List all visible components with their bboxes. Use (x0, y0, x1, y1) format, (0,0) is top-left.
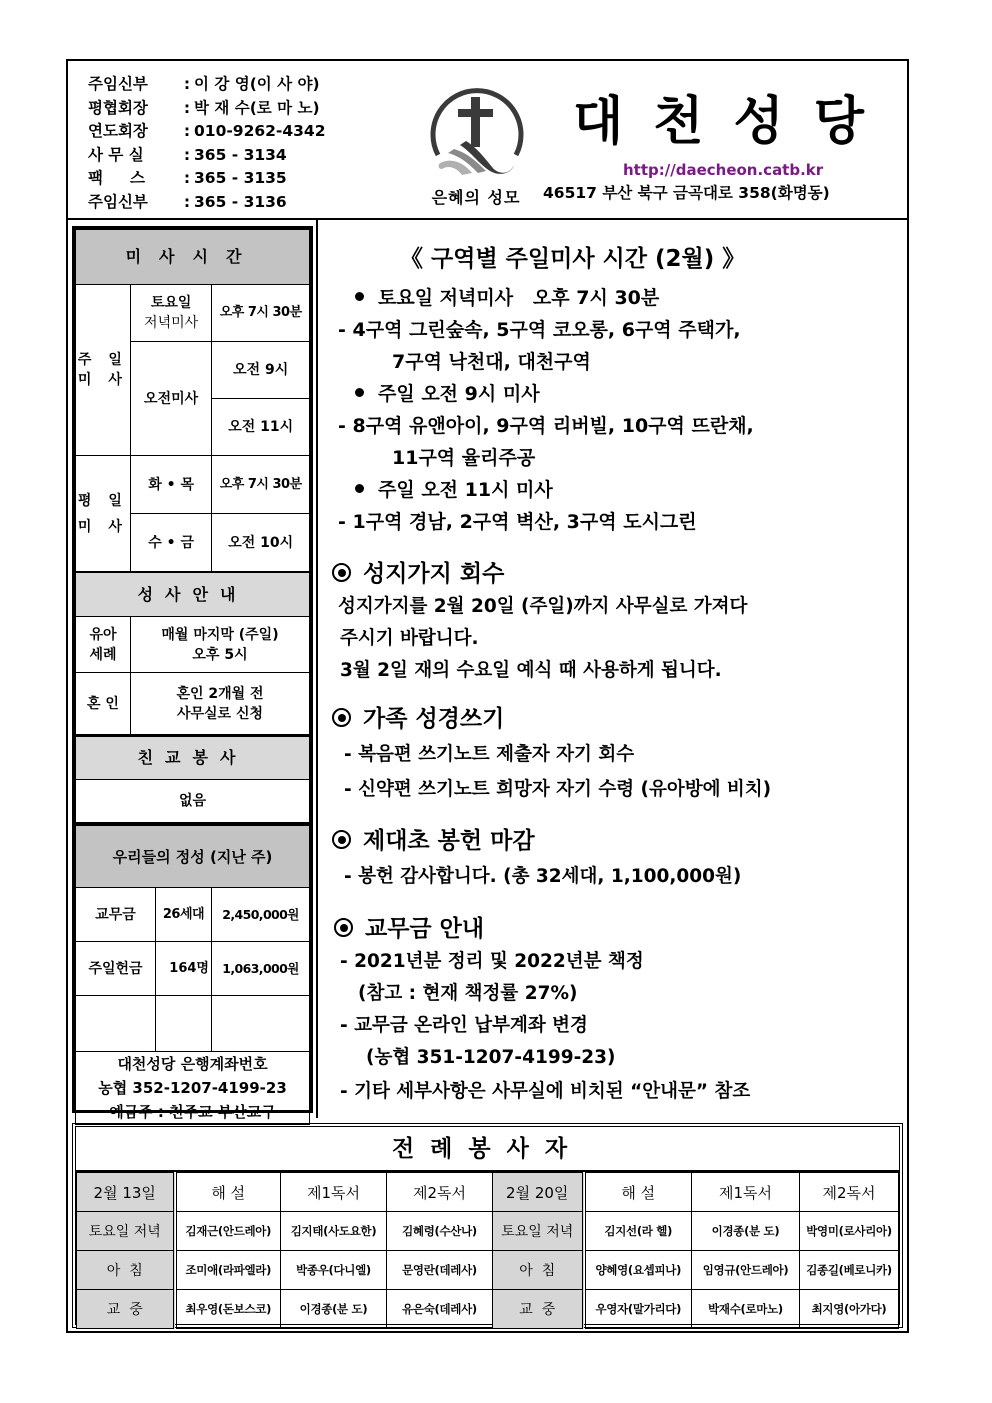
section-title (332, 822, 535, 855)
liturgy-servers-box (72, 1123, 903, 1328)
offering-count: 26세대 (156, 888, 212, 942)
section-line: - 기타 세부사항은 사무실에 비치된 “안내문” 참조 (340, 1081, 751, 1102)
bullet-icon (355, 388, 364, 397)
marriage-label: 혼 인 (76, 673, 131, 736)
circle-bullet-icon (332, 830, 351, 849)
contact-value: 010-9262-4342 (194, 122, 326, 140)
row-label: 교 중 (77, 1290, 175, 1329)
section-line: 3월 2일 재의 수요일 예식 때 사용하게 됩니다. (340, 660, 722, 681)
sunday-mass-label (76, 285, 131, 456)
col-reading1: 제1독서 (281, 1173, 387, 1212)
main-content (320, 220, 907, 1118)
contact-row (88, 97, 326, 121)
sacraments-heading: 성사안내 (76, 573, 310, 617)
infant-baptism-value (131, 617, 310, 673)
contact-list (88, 73, 326, 214)
contact-row (88, 144, 326, 168)
server-cell: 이경종(분 도) (281, 1290, 387, 1329)
offering-label (76, 996, 156, 1052)
section-line: - 교무금 온라인 납부계좌 변경 (340, 1015, 588, 1036)
mass-district-line: 11구역 율리주공 (392, 447, 536, 469)
sunday-mass-label-line: 주 일 (77, 352, 128, 368)
wed-fri-label: 수 • 금 (130, 514, 212, 572)
bullet-icon (355, 292, 364, 301)
contact-label: 평협회장 (88, 98, 148, 117)
table-header-row (77, 1173, 899, 1212)
section-line: (참고 : 현재 책정률 27%) (358, 983, 578, 1004)
offering-amount: 1,063,000원 (212, 942, 310, 996)
offering-count (156, 996, 212, 1052)
col-reading2: 제2독서 (387, 1173, 493, 1212)
offerings-heading: 우리들의 정성 (지난 주) (76, 825, 310, 888)
mass-bullet-text: 주일 오전 11시 미사 (378, 479, 553, 501)
liturgy-servers-table (76, 1172, 899, 1329)
section-line: 주시기 바랍니다. (340, 628, 479, 649)
bank-account-title: 대천성당 은행계좌번호 (117, 1055, 268, 1073)
bank-account-holder: 예금주 : 천주교 부산교구 (109, 1103, 276, 1121)
sidebar (68, 220, 318, 1121)
section-title (332, 555, 504, 588)
section-title-text: 가족 성경쓰기 (363, 706, 505, 732)
section-title-text: 성지가지 회수 (363, 561, 505, 587)
contact-label: 주임신부 (88, 75, 148, 93)
church-logo (416, 83, 536, 213)
contact-separator: : (183, 192, 191, 211)
liturgy-servers-title: 전례봉사자 (76, 1127, 899, 1172)
mass-schedule-title: 《 구역별 주일미사 시간 (2월) 》 (400, 246, 746, 272)
contact-row (88, 191, 326, 215)
section-title (332, 700, 504, 733)
church-address: 46517 부산 북구 금곡대로 358(화명동) (543, 184, 830, 202)
tue-thu-label: 화 • 목 (130, 456, 212, 514)
server-cell: 김지태(사도요한) (281, 1212, 387, 1251)
server-cell: 김혜령(수산나) (387, 1212, 493, 1251)
contact-label: 사 무 실 (88, 145, 144, 164)
circle-bullet-icon (334, 918, 353, 937)
section-title (334, 910, 484, 943)
server-cell: 박영미(로사리아) (800, 1212, 899, 1251)
infant-baptism-label-line: 세례 (89, 646, 117, 663)
section-line: - 봉헌 감사합니다. (총 32세대, 1,100,000원) (344, 866, 742, 887)
marriage-value (131, 673, 310, 736)
saturday-mass-label (130, 285, 212, 342)
contact-label: 주임신부 (88, 192, 148, 211)
saturday-label-line: 저녁미사 (144, 315, 199, 331)
col-commentary: 해 설 (175, 1173, 281, 1212)
mass-times-heading: 미사시간 (76, 230, 310, 285)
offering-count: 164명 (156, 942, 212, 996)
contact-row (88, 167, 326, 191)
row-label: 교 중 (493, 1290, 584, 1329)
offering-amount: 2,450,000원 (212, 888, 310, 942)
server-cell: 문영란(데레사) (387, 1251, 493, 1290)
mass-district-line: - 4구역 그린숲속, 5구역 코오롱, 6구역 주택가, (338, 319, 741, 341)
bulletin-page (66, 59, 909, 1333)
visitation-heading: 친교봉사 (76, 736, 310, 780)
row-label: 아 침 (77, 1251, 175, 1290)
contact-separator: : (183, 122, 191, 140)
visitation-value: 없음 (76, 780, 310, 823)
church-name: 대천성당 (573, 92, 894, 152)
contact-value: 365 - 3135 (194, 169, 287, 187)
server-cell: 최우영(돈보스코) (175, 1290, 281, 1329)
table-row (77, 1212, 899, 1251)
offering-label: 교무금 (76, 888, 156, 942)
sacraments-table (75, 572, 310, 823)
infant-baptism-value-line: 오후 5시 (192, 646, 248, 663)
marriage-value-line: 혼인 2개월 전 (176, 685, 264, 702)
contact-row (88, 120, 326, 144)
mass-district-line: - 1구역 경남, 2구역 벽산, 3구역 도시그린 (338, 511, 697, 533)
section-line: (농협 351-1207-4199-23) (366, 1047, 616, 1068)
server-cell: 박종우(다니엘) (281, 1251, 387, 1290)
table-row (77, 1290, 899, 1329)
infant-baptism-label (76, 617, 131, 673)
weekday-label-line: 미 사 (77, 518, 128, 535)
church-url-link[interactable]: http://daecheon.catb.kr (623, 161, 824, 179)
bullet-icon (355, 484, 364, 493)
mass-bullet (355, 283, 659, 310)
offering-label: 주일헌금 (76, 942, 156, 996)
server-cell: 최지영(아가다) (800, 1290, 899, 1329)
contact-separator: : (183, 169, 191, 187)
morning-mass-time-2: 오전 11시 (212, 399, 310, 456)
wed-fri-time: 오전 10시 (212, 514, 310, 572)
server-cell: 김재근(안드레아) (175, 1212, 281, 1251)
saturday-label-line: 토요일 (150, 295, 192, 311)
infant-baptism-label-line: 유아 (89, 626, 117, 643)
contact-separator: : (183, 75, 191, 93)
contact-row (88, 73, 326, 97)
col-reading2: 제2독서 (800, 1173, 899, 1212)
server-cell: 박재수(로마노) (692, 1290, 800, 1329)
mass-district-line: 7구역 낙천대, 대천구역 (392, 351, 591, 373)
tue-thu-time: 오후 7시 30분 (212, 456, 310, 514)
circle-bullet-icon (332, 563, 351, 582)
mass-district-line: - 8구역 유앤아이, 9구역 리버빌, 10구역 뜨란채, (338, 415, 754, 437)
offering-amount (212, 996, 310, 1052)
mass-bullet (355, 379, 540, 406)
weekday-mass-label (76, 456, 131, 572)
saturday-mass-time: 오후 7시 30분 (212, 285, 310, 342)
section-line: - 복음편 쓰기노트 제출자 자기 회수 (344, 744, 635, 765)
mass-bullet-text: 토요일 저녁미사 오후 7시 30분 (378, 287, 660, 309)
contact-separator: : (183, 145, 191, 164)
logo-caption: 은혜의 성모 (431, 188, 521, 207)
mass-times-table (75, 229, 310, 572)
contact-separator: : (183, 98, 191, 117)
contact-value: 365 - 3136 (194, 192, 287, 211)
offerings-table (75, 823, 310, 1125)
row-label: 토요일 저녁 (493, 1212, 584, 1251)
morning-mass-time-1: 오전 9시 (212, 342, 310, 399)
server-cell: 양혜영(요셉피나) (584, 1251, 692, 1290)
section-line: - 신약편 쓰기노트 희망자 자기 수령 (유아방에 비치) (344, 779, 772, 800)
contact-label: 팩 스 (88, 169, 145, 187)
date-week1: 2월 13일 (77, 1173, 175, 1212)
section-title-text: 제대초 봉헌 마감 (363, 828, 535, 854)
server-cell: 임영규(안드레아) (692, 1251, 800, 1290)
col-commentary: 해 설 (584, 1173, 692, 1212)
server-cell: 이경종(분 도) (692, 1212, 800, 1251)
contact-value: 박 재 수(로 마 노) (194, 98, 320, 117)
marriage-value-line: 사무실로 신청 (176, 705, 264, 722)
col-reading1: 제1독서 (692, 1173, 800, 1212)
contact-value: 365 - 3134 (194, 145, 287, 164)
sunday-mass-label-line: 미 사 (77, 372, 128, 388)
server-cell: 우영자(말가리다) (584, 1290, 692, 1329)
mass-bullet-text: 주일 오전 9시 미사 (378, 383, 540, 405)
morning-mass-label: 오전미사 (130, 342, 212, 456)
contact-value: 이 강 영(이 사 야) (194, 75, 320, 93)
date-week2: 2월 20일 (493, 1173, 584, 1212)
cross-wave-logo-icon (426, 83, 526, 183)
section-title-text: 교무금 안내 (365, 916, 485, 942)
sidebar-box (72, 226, 313, 1121)
row-label: 토요일 저녁 (77, 1212, 175, 1251)
section-line: 성지가지를 2월 20일 (주일)까지 사무실로 가져다 (338, 596, 748, 617)
server-cell: 유은숙(데레사) (387, 1290, 493, 1329)
weekday-label-line: 평 일 (77, 492, 128, 509)
table-row (77, 1251, 899, 1290)
server-cell: 김종길(베로니카) (800, 1251, 899, 1290)
contact-label: 연도회장 (88, 122, 148, 140)
circle-bullet-icon (332, 708, 351, 727)
server-cell: 김지선(라 헬) (584, 1212, 692, 1251)
server-cell: 조미애(라파엘라) (175, 1251, 281, 1290)
row-label: 아 침 (493, 1251, 584, 1290)
section-line: - 2021년분 정리 및 2022년분 책정 (340, 951, 644, 972)
bank-account-info (76, 1052, 310, 1125)
bank-account-number: 농협 352-1207-4199-23 (98, 1079, 287, 1097)
infant-baptism-value-line: 매월 마지막 (주일) (161, 626, 279, 643)
bulletin-header (68, 61, 907, 220)
mass-bullet (355, 475, 553, 502)
